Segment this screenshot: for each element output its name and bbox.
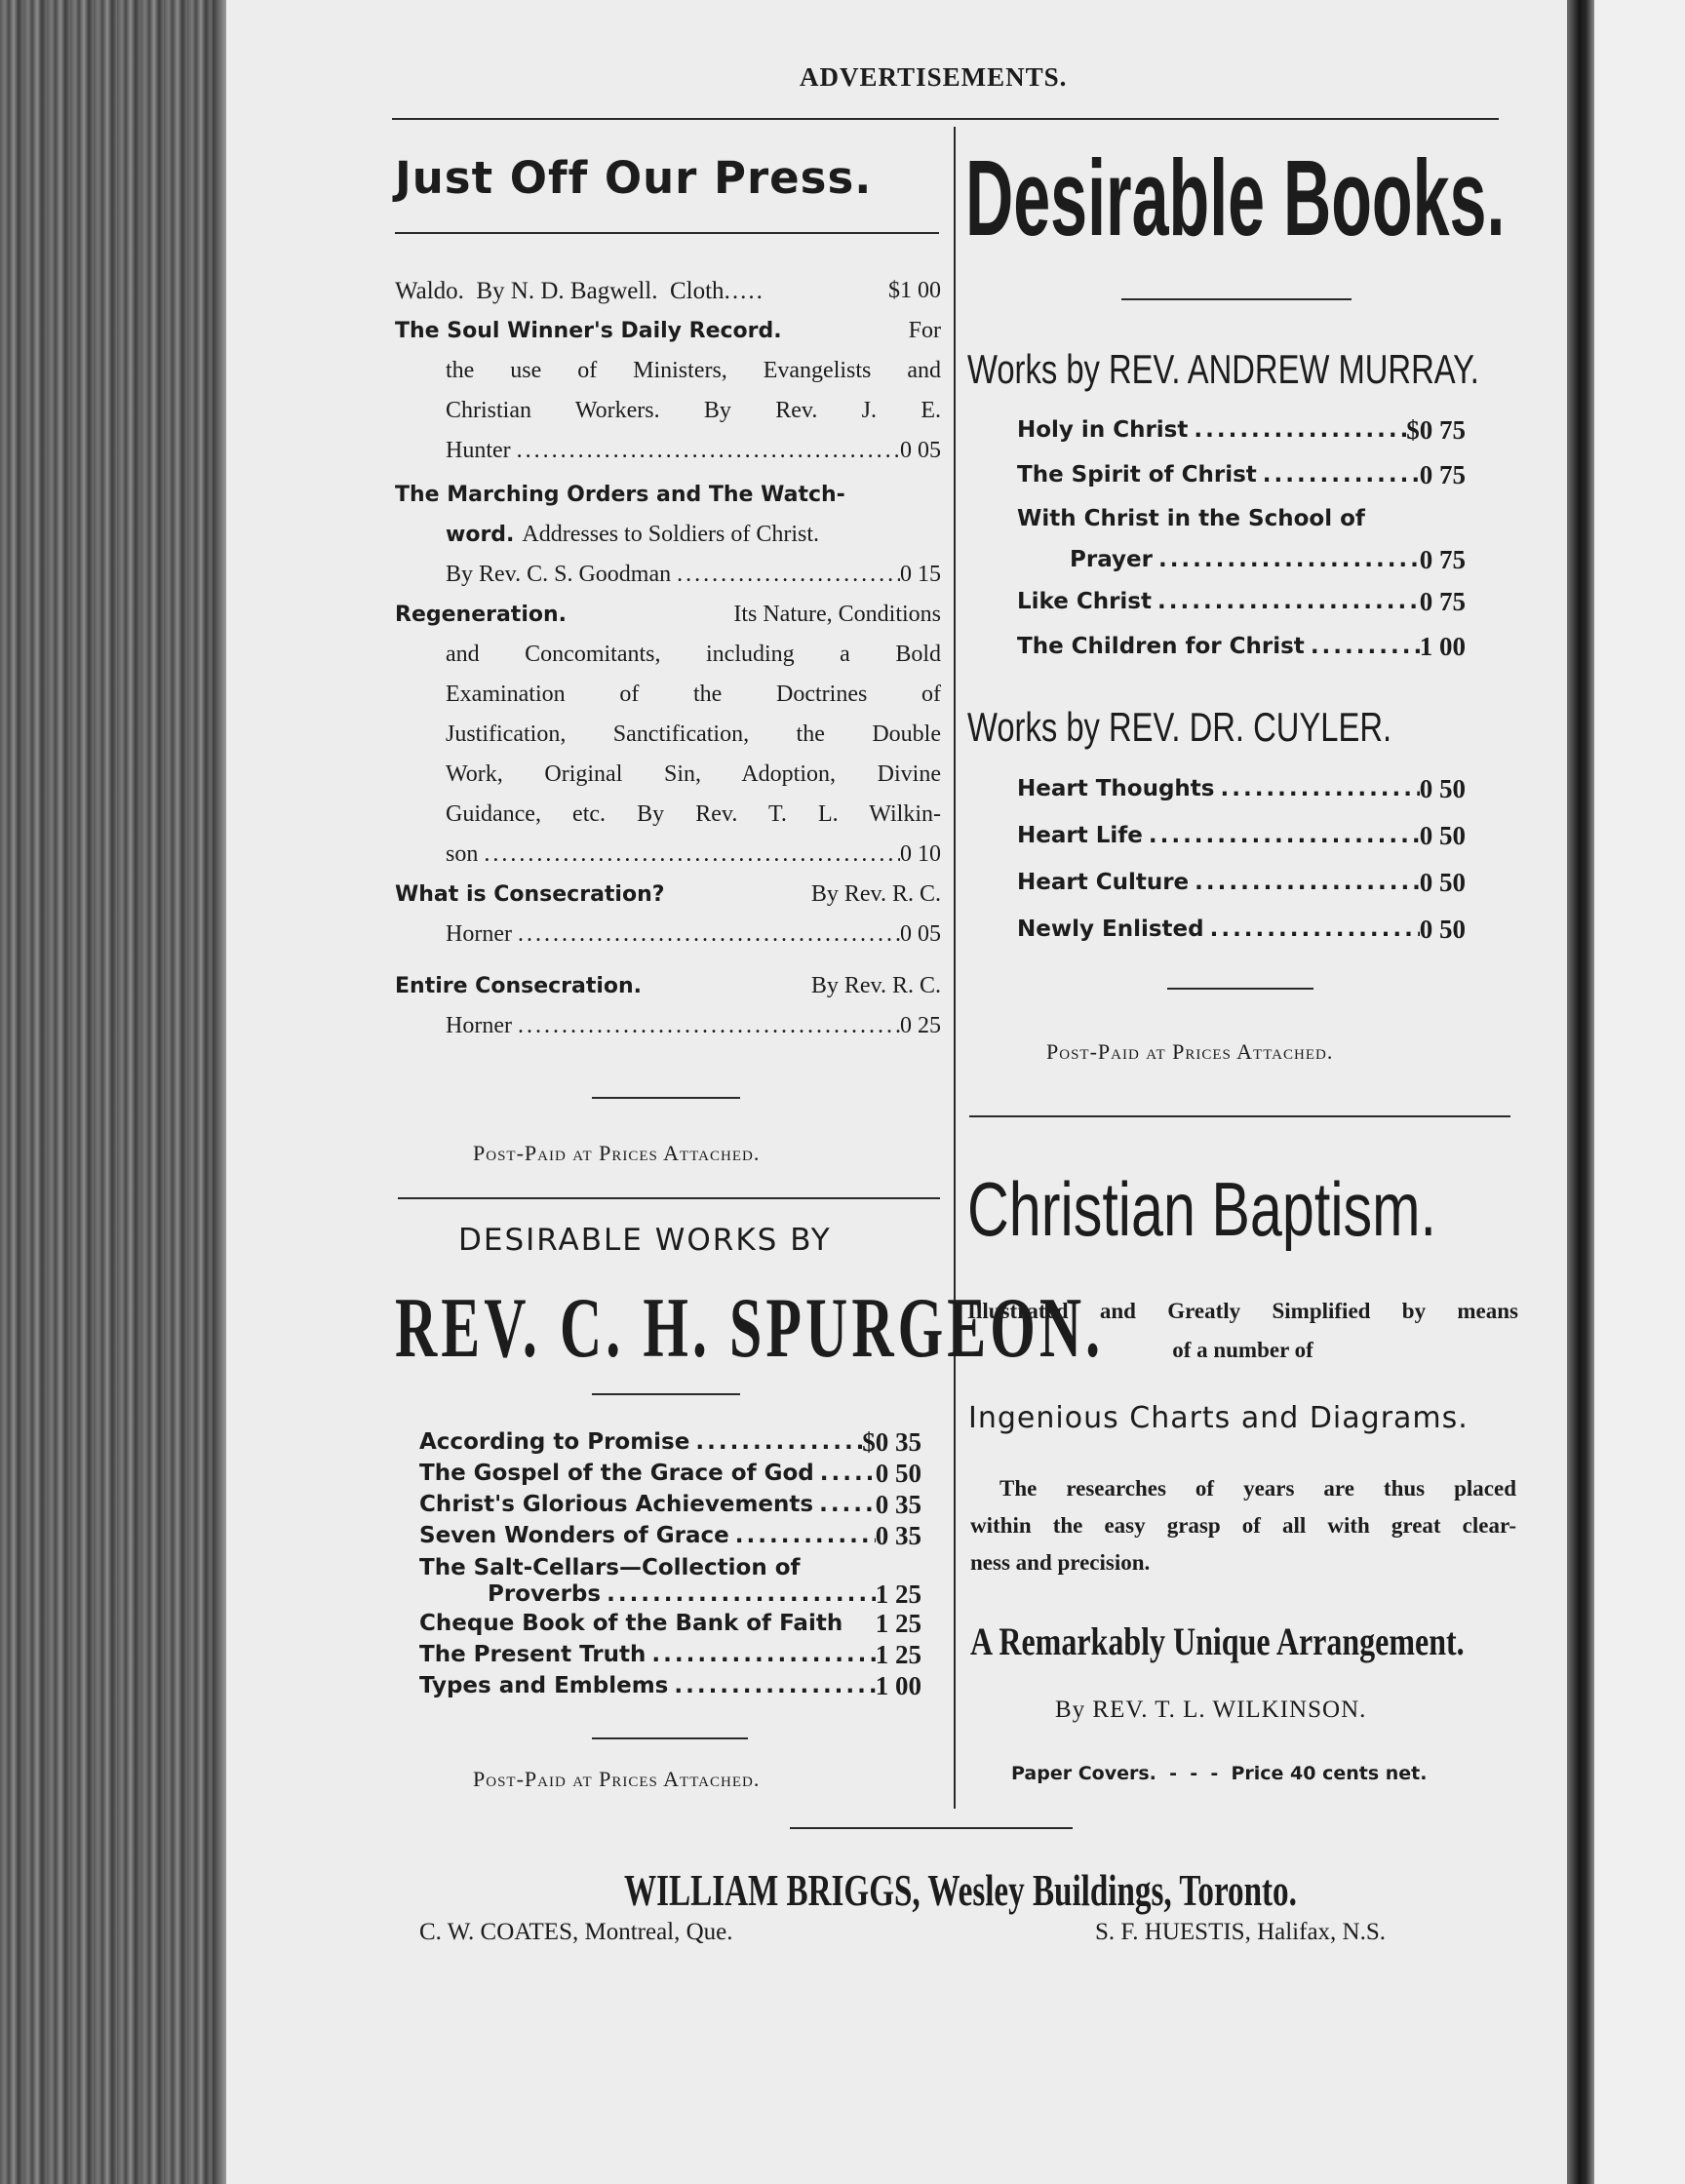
item-last: Hunter [446,438,511,463]
item-title: Heart Thoughts [1017,776,1215,801]
leader-dots [814,1458,876,1489]
cuyler-heading: Works by REV. DR. CUYLER. [967,704,1392,750]
postpaid-note: Post-Paid at Prices Attached. [473,1767,761,1791]
list-item [1017,859,1466,906]
list-item [395,475,941,515]
item-price: 0 05 [900,438,941,463]
item-price: 0 75 [1419,587,1466,616]
leader-dots [671,555,900,595]
item-title: Heart Life [1017,823,1143,848]
postpaid-note: Post-Paid at Prices Attached. [473,1141,761,1165]
item-price: 1 00 [1419,632,1466,661]
leader-dots [512,1006,900,1046]
leader-dots [1214,765,1419,812]
leader-dots [601,1580,876,1608]
item-title: Regeneration. [395,603,567,627]
item-rest: Its Nature, Conditions [733,602,941,627]
baptism-title: Christian Baptism. [967,1166,1436,1252]
item-rest: Addresses to Soldiers of Christ. [522,522,820,547]
item-title: The Marching Orders and The Watch- [395,483,845,507]
item-rest: For [908,318,941,343]
item-title: Cheque Book of the Bank of Faith [419,1611,843,1636]
baptism-unique: A Remarkably Unique Arrangement. [970,1619,1465,1663]
item-title: Christ's Glorious Achievements [419,1492,814,1517]
item-price: $0 75 [1406,415,1466,445]
item-price: 0 50 [875,1459,921,1488]
list-item [1017,408,1466,452]
item-desc: Justification, Sanctification, the Double [446,722,941,747]
item-price: 0 05 [900,921,941,947]
list-item-last-line [395,1006,941,1046]
baptism-author: By REV. T. L. WILKINSON. [1055,1696,1367,1723]
list-item-last-line [395,431,941,471]
item-title-cont: Proverbs [488,1581,602,1607]
list-item-last-line [395,555,941,595]
baptism-desc-line: of a number of [1172,1338,1313,1362]
leader-dots [729,1520,876,1551]
baptism-research-line: ness and precision. [970,1550,1151,1575]
list-item [419,1520,921,1551]
item-title: Waldo. By N. D. Bagwell. Cloth..... [395,278,764,304]
item-title: Newly Enlisted [1017,916,1204,942]
list-item [1017,812,1466,859]
list-item [1017,765,1466,812]
leader-dots [1143,812,1420,859]
list-item [419,1555,921,1580]
spurgeon-by: DESIRABLE WORKS BY [458,1223,832,1258]
baptism-research [970,1470,1516,1581]
list-item-cont [419,1580,921,1608]
item-price: 0 25 [900,1013,941,1038]
item-last: Horner [446,1013,512,1038]
short-rule [592,1393,740,1395]
item-price: 1 25 [875,1580,921,1609]
list-item [1017,624,1466,669]
item-last: son [446,841,479,867]
item-price: 1 25 [875,1640,921,1669]
item-desc: Guidance, etc. By Rev. T. L. Wilkin- [446,801,941,827]
item-price: $0 35 [862,1427,921,1457]
header-rule [392,118,1499,120]
leader-dots [1189,859,1420,906]
item-title: With Christ in the School of [1017,506,1365,531]
item-title: The Present Truth [419,1642,647,1667]
column-divider [954,127,956,1809]
item-title: Seven Wonders of Grace [419,1523,729,1548]
list-item [395,311,941,351]
baptism-desc [967,1292,1518,1370]
item-price: 0 10 [900,841,941,867]
item-price: 1 00 [875,1671,921,1700]
item-price: 0 35 [875,1490,921,1519]
desirable-title: Desirable Books. [965,138,1506,258]
list-item [1017,497,1466,540]
item-title: Heart Culture [1017,870,1190,895]
item-title: The Salt-Cellars—Collection of [419,1555,801,1580]
leader-dots [813,1489,876,1520]
baptism-research-line: within the easy grasp of all with great clear- [970,1513,1516,1538]
leader-dots [478,835,900,875]
spurgeon-list [419,1426,921,1701]
leader-dots [689,1426,862,1458]
short-rule [1121,298,1352,300]
list-item [419,1608,921,1639]
press-title: Just Off Our Press. [395,152,873,204]
list-item [1017,452,1466,497]
item-price: 0 75 [1419,545,1466,574]
item-rest: By Rev. R. C. [810,973,941,998]
item-desc: Examination of the Doctrines of [446,682,941,707]
item-price: 0 75 [1419,460,1466,489]
leader-dots [1257,452,1420,497]
page-gutter [1567,0,1594,2184]
list-item [395,595,941,635]
item-price: $1 00 [888,278,941,303]
leader-dots [668,1670,875,1701]
item-desc: Work, Original Sin, Adoption, Divine [446,761,941,787]
leader-dots [1305,624,1420,669]
item-title: Holy in Christ [1017,417,1189,443]
footer-rule [790,1827,1073,1829]
item-desc [395,515,941,555]
baptism-research-line: The researches of years are thus placed [999,1476,1516,1501]
short-rule [1167,988,1313,990]
item-title: The Spirit of Christ [1017,462,1257,488]
item-title: The Gospel of the Grace of God [419,1461,814,1486]
item-desc: Christian Workers. By Rev. J. E. [446,398,941,423]
list-item [395,271,941,311]
item-rest: By Rev. R. C. [810,881,941,907]
short-rule [592,1737,748,1739]
list-item [1017,906,1466,953]
item-title-cont: word. [446,523,515,547]
item-price: 0 50 [1419,868,1466,897]
item-price: 0 15 [900,562,941,587]
agent-right: S. F. HUESTIS, Halifax, N.S. [1095,1919,1387,1945]
murray-list [1017,408,1466,669]
baptism-desc-line: Illustrated and Greatly Simplified by means [967,1299,1518,1323]
short-rule [592,1097,740,1099]
list-item [1017,579,1466,624]
page-header: ADVERTISEMENTS. [800,62,1068,92]
item-title: According to Promise [419,1429,690,1455]
baptism-covers: Paper Covers. - - - Price 40 cents net. [1011,1763,1428,1784]
press-rule [395,232,939,234]
leader-dots [646,1639,875,1670]
item-title: Types and Emblems [419,1673,669,1698]
item-title: The Children for Christ [1017,634,1305,659]
spurgeon-name: REV. C. H. SPURGEON. [395,1281,1105,1376]
item-title-cont: Prayer [1070,547,1153,572]
cuyler-list [1017,765,1466,953]
list-item [395,966,941,1006]
leader-dots [1153,540,1420,579]
list-item-last-line [395,915,941,955]
item-last: By Rev. C. S. Goodman [446,562,672,587]
murray-heading: Works by REV. ANDREW MURRAY. [967,346,1479,392]
next-page-edge [1594,0,1685,2184]
leader-dots [512,915,900,955]
section-rule [969,1115,1510,1117]
item-price: 0 50 [1419,774,1466,803]
publisher: WILLIAM BRIGGS, Wesley Buildings, Toronto. [624,1865,1297,1915]
item-desc: the use of Ministers, Evangelists and [446,358,941,383]
item-desc: and Concomitants, including a Bold [446,642,941,667]
item-last: Horner [446,921,512,947]
baptism-charts: Ingenious Charts and Diagrams. [968,1401,1469,1435]
list-item [419,1639,921,1670]
postpaid-note: Post-Paid at Prices Attached. [1046,1039,1334,1064]
item-price: 0 50 [1419,821,1466,850]
leader-dots [1204,906,1420,953]
item-title: Like Christ [1017,589,1152,614]
list-item-cont [1017,540,1466,579]
leader-dots [1152,579,1420,624]
list-item [419,1670,921,1701]
leader-dots [1188,408,1406,452]
list-item [419,1458,921,1489]
item-price: 0 35 [875,1521,921,1550]
press-list [395,271,941,1046]
leader-dots [511,431,900,471]
list-item [419,1426,921,1458]
list-item-last-line [395,835,941,875]
book-edge [0,0,226,2184]
item-title: The Soul Winner's Daily Record. [395,319,782,343]
item-price: 0 50 [1419,915,1466,944]
item-title: Entire Consecration. [395,974,643,998]
list-item [419,1489,921,1520]
section-rule [398,1197,940,1199]
list-item [395,875,941,915]
agent-left: C. W. COATES, Montreal, Que. [419,1919,733,1945]
item-price: 1 25 [875,1609,921,1638]
item-title: What is Consecration? [395,882,665,907]
